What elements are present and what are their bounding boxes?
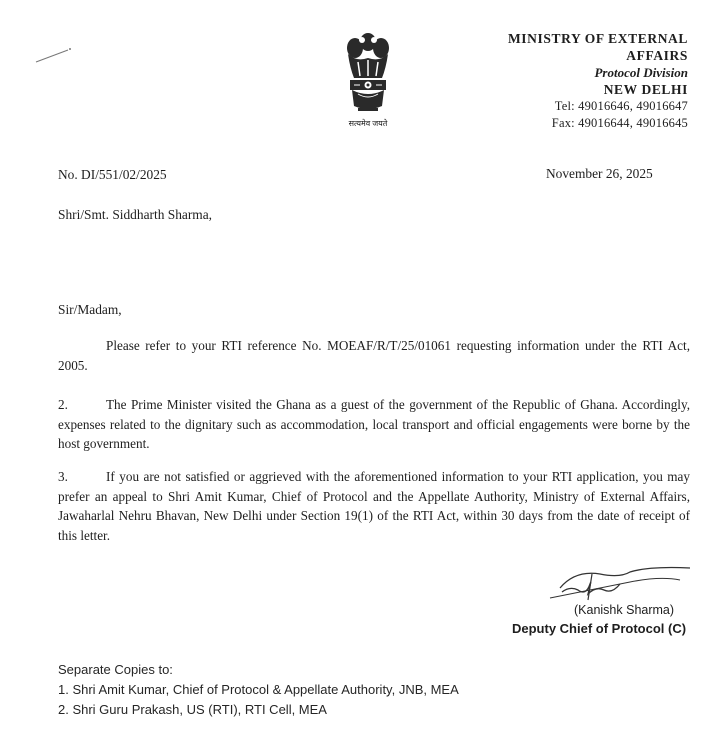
- paragraph-3-number: 3.: [58, 469, 68, 484]
- signer-name: (Kanishk Sharma): [574, 603, 675, 617]
- ministry-name-line1: MINISTRY OF EXTERNAL: [507, 31, 688, 46]
- paragraph-2-text: The Prime Minister visited the Ghana as a guest of the government of the Republic of Ghana. Accordingly, expenses related to the dignitary such as accommodation, local transport and official engagements were borne by the host government.: [58, 397, 690, 451]
- copies-heading: Separate Copies to:: [58, 662, 173, 677]
- addressee: Shri/Smt. Siddharth Sharma,: [58, 207, 212, 222]
- lion-capital-icon: [340, 28, 396, 118]
- handwritten-signature: [530, 560, 695, 604]
- fax-numbers: Fax: 49016644, 49016645: [551, 116, 688, 129]
- salutation: Sir/Madam,: [58, 302, 122, 317]
- letterhead: [430, 30, 688, 129]
- paragraph-3: [58, 467, 690, 545]
- emblem-motto: सत्यमेव जयते: [348, 119, 388, 128]
- ministry-name-line2: AFFAIRS: [626, 48, 688, 63]
- telephone-numbers: Tel: 49016646, 49016647: [554, 99, 688, 113]
- division-name: Protocol Division: [594, 65, 688, 80]
- paragraph-3-text: If you are not satisfied or aggrieved with the aforementioned information to your RTI application, you may prefer an appeal to Shri Amit Kumar, Chief of Protocol and the Appellate Authority, Ministry of External Affairs, Jawaharlal Nehru Bhavan, New Delhi under Section 19(1) of the RTI Act, within 30 days from the date of receipt of this letter.: [58, 469, 690, 543]
- pen-mark: [34, 44, 74, 66]
- paragraph-2: [58, 395, 690, 454]
- copy-recipient-1: 1. Shri Amit Kumar, Chief of Protocol & Appellate Authority, JNB, MEA: [58, 682, 459, 697]
- letter-date: November 26, 2025: [546, 166, 653, 181]
- paragraph-1-text: Please refer to your RTI reference No. MOEAF/R/T/25/01061 requesting information under the RTI Act, 2005.: [58, 338, 690, 373]
- copies-section: [58, 660, 459, 720]
- paragraph-1: [58, 336, 690, 375]
- signer-designation: Deputy Chief of Protocol (C): [512, 621, 687, 636]
- copy-recipient-2: 2. Shri Guru Prakash, US (RTI), RTI Cell, MEA: [58, 702, 327, 717]
- reference-number: No. DI/551/02/2025: [58, 167, 167, 182]
- paragraph-2-number: 2.: [58, 397, 68, 412]
- city-name: NEW DELHI: [603, 82, 688, 97]
- national-emblem: [340, 28, 396, 132]
